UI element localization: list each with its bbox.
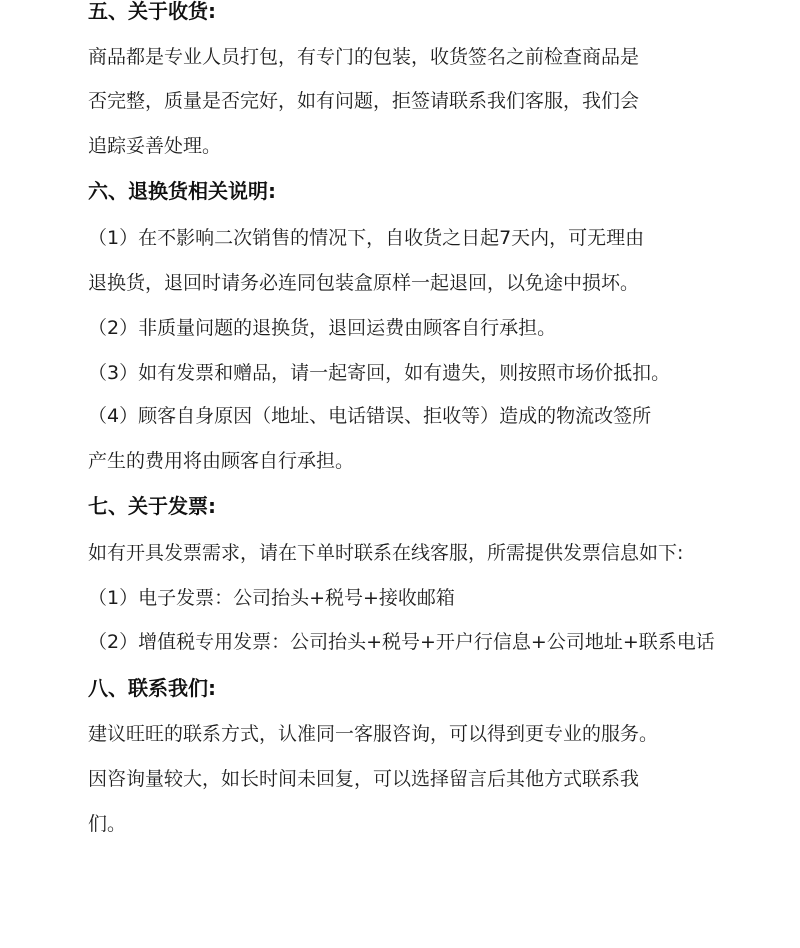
section-heading-receiving: 五、关于收货: bbox=[88, 0, 216, 23]
paragraph-line: （2）非质量问题的退换货，退回运费由顾客自行承担。 bbox=[88, 317, 557, 339]
paragraph-line: 退换货，退回时请务必连同包装盒原样一起退回，以免途中损坏。 bbox=[88, 272, 640, 294]
paragraph-line: （3）如有发票和赠品，请一起寄回，如有遗失，则按照市场价抵扣。 bbox=[88, 362, 671, 384]
paragraph-line: 否完整，质量是否完好，如有问题，拒签请联系我们客服，我们会 bbox=[88, 90, 640, 112]
paragraph-line: 产生的费用将由顾客自行承担。 bbox=[88, 450, 355, 472]
section-heading-contact: 八、联系我们: bbox=[88, 676, 216, 700]
paragraph-line: 追踪妥善处理。 bbox=[88, 135, 222, 157]
paragraph-line: （1）电子发票：公司抬头+税号+接收邮箱 bbox=[88, 587, 455, 609]
paragraph-line: （4）顾客自身原因（地址、电话错误、拒收等）造成的物流改签所 bbox=[88, 405, 652, 427]
paragraph-line: 因咨询量较大，如长时间未回复，可以选择留言后其他方式联系我 bbox=[88, 768, 640, 790]
paragraph-line: （1）在不影响二次销售的情况下，自收货之日起7天内，可无理由 bbox=[88, 227, 645, 249]
section-heading-invoice: 七、关于发票: bbox=[88, 494, 216, 518]
paragraph-line: 建议旺旺的联系方式，认准同一客服咨询，可以得到更专业的服务。 bbox=[88, 723, 659, 745]
paragraph-line: （2）增值税专用发票：公司抬头+税号+开户行信息+公司地址+联系电话 bbox=[88, 631, 715, 653]
section-heading-returns: 六、退换货相关说明: bbox=[88, 179, 276, 203]
paragraph-line: 们。 bbox=[88, 813, 127, 835]
paragraph-line: 如有开具发票需求，请在下单时联系在线客服，所需提供发票信息如下: bbox=[88, 542, 684, 564]
paragraph-line: 商品都是专业人员打包，有专门的包装，收货签名之前检查商品是 bbox=[88, 46, 640, 68]
